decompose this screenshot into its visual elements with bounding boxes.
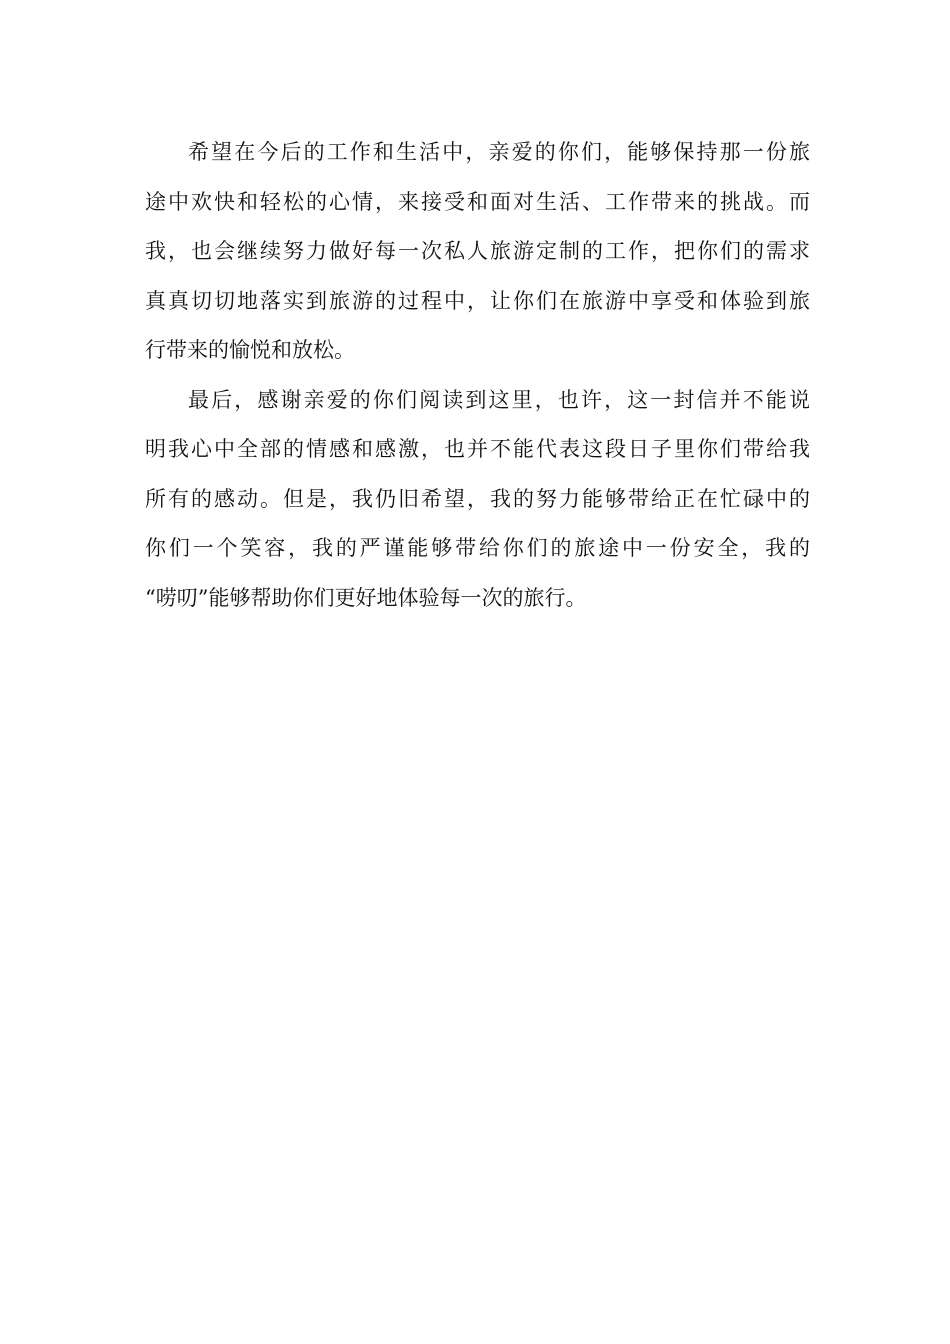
paragraph-line: 最后，感谢亲爱的你们阅读到这里，也许，这一封信并不能说 (188, 387, 810, 412)
paragraph-line: 行带来的愉悦和放松。 (145, 338, 355, 362)
paragraph-line: 希望在今后的工作和生活中，亲爱的你们，能够保持那一份旅 (188, 140, 810, 164)
letter-body (145, 132, 810, 627)
paragraph-line: 途中欢快和轻松的心情，来接受和面对生活、工作带来的挑战。而 (145, 189, 810, 214)
paragraph-line: 所有的感动。但是，我仍旧希望，我的努力能够带给正在忙碌中的 (145, 486, 810, 511)
paragraph-1 (145, 132, 810, 380)
paragraph-line: “唠叨”能够帮助你们更好地体验每一次的旅行。 (145, 585, 587, 610)
paragraph-2 (145, 380, 810, 628)
paragraph-line: 你们一个笑容，我的严谨能够带给你们的旅途中一份安全，我的 (145, 536, 810, 560)
paragraph-line: 明我心中全部的情感和感激，也并不能代表这段日子里你们带给我 (145, 437, 810, 461)
paragraph-line: 真真切切地落实到旅游的过程中，让你们在旅游中享受和体验到旅 (145, 288, 810, 313)
paragraph-line: 我，也会继续努力做好每一次私人旅游定制的工作，把你们的需求 (145, 239, 810, 263)
